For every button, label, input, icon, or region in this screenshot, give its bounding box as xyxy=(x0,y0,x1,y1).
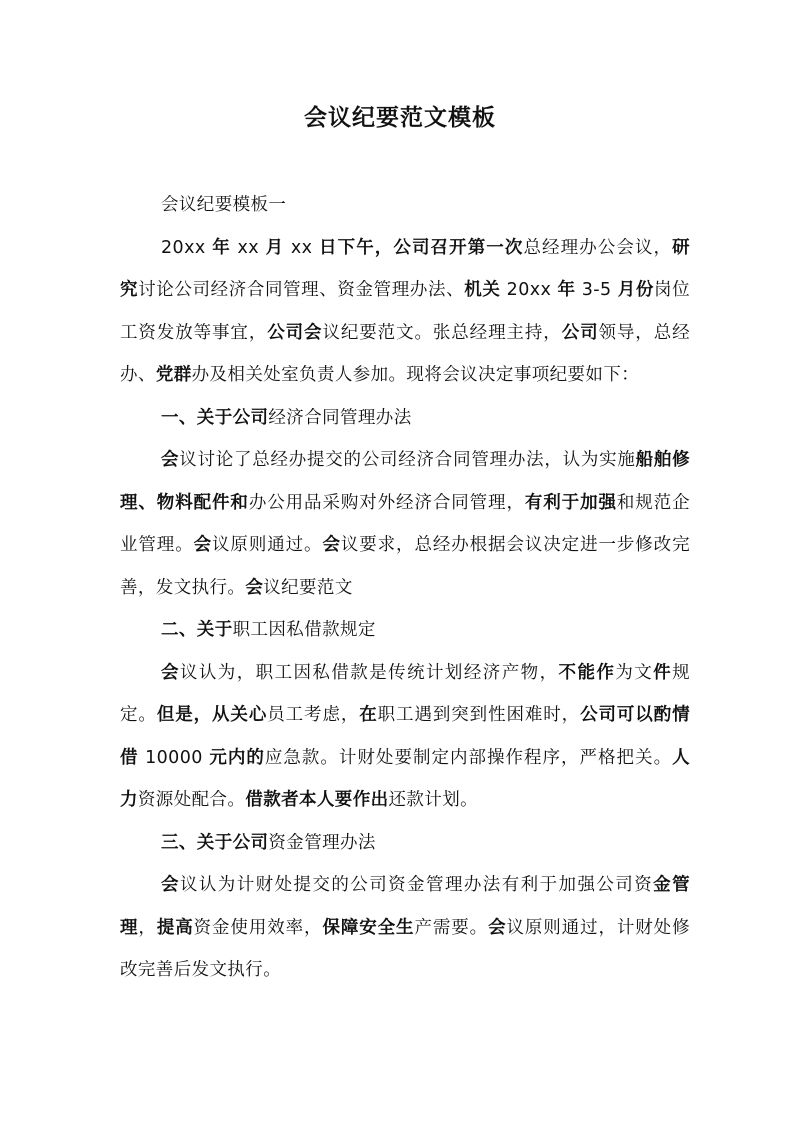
bold-text-run: 会 xyxy=(488,917,507,938)
bold-text-run: 日下午，公司召开第一次 xyxy=(319,237,524,258)
text-run: 10000 xyxy=(138,747,210,768)
bold-text-run: 会 xyxy=(161,450,180,470)
text-run: xx xyxy=(284,237,320,258)
text-run: 领导，总经办、 xyxy=(120,322,691,385)
text-run: 员工考虑， xyxy=(267,705,360,725)
bold-text-run: 件 xyxy=(653,662,673,683)
text-run: 议认为，职工因私借款是传统计划经济产物， xyxy=(179,662,559,683)
text-run: 议认为计财处提交的公司资金管理办法有利于加强公司资 xyxy=(179,875,654,895)
bold-text-run: 但是，从关心 xyxy=(156,705,268,725)
text-run: 职工因私借款规定 xyxy=(232,620,376,640)
bold-text-run: 年 xyxy=(557,280,576,300)
bold-text-run: 会 xyxy=(161,662,180,683)
section-heading-1 xyxy=(120,397,690,440)
bold-text-run: 金管理 xyxy=(120,875,691,938)
template-label: 会议纪要模板一 xyxy=(161,195,287,215)
text-run: 经济合同管理办法 xyxy=(268,407,412,428)
bold-text-run: 年 xyxy=(212,237,231,258)
text-run: 资金使用效率， xyxy=(193,917,323,938)
text-run: 议要求，总经办根据会议决定进一步修改完善，发文执行。 xyxy=(120,535,690,598)
bold-text-run: 党群 xyxy=(155,365,192,385)
bold-text-run: 公司 xyxy=(561,322,599,343)
section-body-1 xyxy=(120,439,690,609)
bold-text-run: 在 xyxy=(359,705,378,725)
bold-text-run: 不能作 xyxy=(558,662,616,683)
text-run: 为文 xyxy=(615,662,654,683)
bold-text-run: 元内的 xyxy=(209,747,265,768)
bold-text-run: 借款者本人要作出 xyxy=(245,790,389,810)
bold-text-run: 三、关于公司 xyxy=(161,832,269,853)
bold-text-run: 会 xyxy=(193,535,213,555)
text-run: 20xx xyxy=(161,237,213,258)
section-body-3 xyxy=(120,864,690,992)
text-run: 资源处配合。 xyxy=(137,790,246,810)
intro-paragraph xyxy=(120,227,690,397)
text-run: 资金管理办法 xyxy=(268,832,376,853)
bold-text-run: 公司会 xyxy=(267,322,323,343)
text-run: 还款计划。 xyxy=(388,790,479,810)
text-run: 议讨论了总经办提交的公司经济合同管理办法，认为实施 xyxy=(179,450,636,470)
section-body-2 xyxy=(120,652,690,822)
bold-text-run: 机关 xyxy=(464,280,501,300)
text-run: 岗位工资发放等事宜， xyxy=(120,280,691,343)
bold-text-run: 会 xyxy=(161,875,180,895)
text-run: 3-5 xyxy=(575,280,618,300)
text-run: 办及相关处室负责人参加。现将会议决定事项纪要如下： xyxy=(191,365,640,385)
text-run: ， xyxy=(138,917,157,938)
bold-text-run: 公司可以酌情借 xyxy=(120,705,691,768)
text-run: 规定。 xyxy=(120,662,691,725)
text-run: 议原则通过，计财处修改完善后发文执行。 xyxy=(120,917,690,980)
bold-text-run: 有利于加强 xyxy=(524,492,617,513)
text-run: 20xx xyxy=(500,280,558,300)
bold-text-run: 会 xyxy=(322,535,341,555)
text-run: xx xyxy=(230,237,266,258)
bold-text-run: 一、关于公司 xyxy=(161,407,269,428)
section-heading-3 xyxy=(120,822,690,865)
text-run: 议纪要范文。张总经理主持， xyxy=(322,322,562,343)
bold-text-run: 研究 xyxy=(120,237,691,300)
document-title: 会议纪要范文模板 xyxy=(304,105,496,131)
text-run: 办公用品采购对外经济合同管理， xyxy=(248,492,525,513)
bold-text-run: 会 xyxy=(245,577,264,598)
section-heading-2 xyxy=(120,609,690,652)
bold-text-run: 船舶修理、物料配件和 xyxy=(120,450,691,513)
text-run: 议原则通过。 xyxy=(212,535,323,555)
bold-text-run: 月份 xyxy=(617,280,654,300)
text-run: 产需要。 xyxy=(414,917,489,938)
bold-text-run: 保障安全生 xyxy=(322,917,415,938)
text-run: 和规范企业管理。 xyxy=(120,492,690,555)
document-body xyxy=(120,184,690,992)
text-run: 职工遇到突到性困难时， xyxy=(377,705,581,725)
text-run: 总经理办公会议， xyxy=(523,237,673,258)
bold-text-run: 人力 xyxy=(120,747,690,810)
bold-text-run: 月 xyxy=(265,237,285,258)
text-run: 讨论公司经济合同管理、资金管理办法、 xyxy=(138,280,465,300)
text-run: 应急款。计财处要制定内部操作程序，严格把关。 xyxy=(264,747,673,768)
bold-text-run: 二、关于 xyxy=(161,620,233,640)
bold-text-run: 提高 xyxy=(156,917,194,938)
text-run: 议纪要范文 xyxy=(263,577,353,598)
